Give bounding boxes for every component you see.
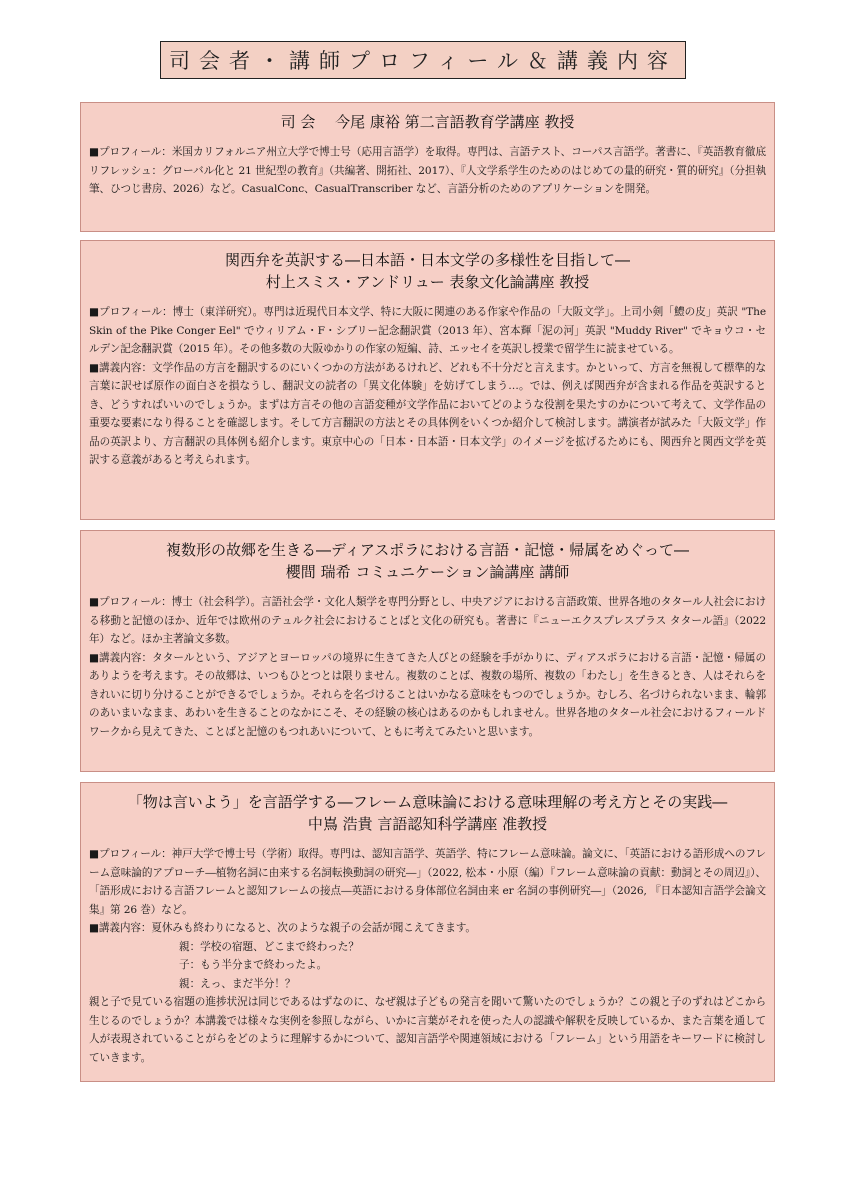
lecture-heading-murakami [89,249,766,293]
lecture-card-sakurama [80,530,775,772]
lecture-title: 関西弁を英訳する―日本語・日本文学の多様性を目指して― [224,251,630,269]
lecture-content: 親と子で見ている宿題の進捗状況は同じであるはずなのに、なぜ親は子どもの発言を聞いて驚いたのでしょうか？この親と子のずれはどこから生じるのでしょうか？本講義では様々な実例を参照しながら、いかに言葉がそれを使った人の認識や解釈を反映しているか、また言葉を通して人が表現されていることがらをどのように理解するかについて、認知言語学や関連領域における「フレーム」という用語をキーワードに検討していきます。 [89,996,766,1064]
moderator-card [80,102,775,232]
lecture-card-nakashima [80,782,775,1082]
lecture-heading-sakurama [89,539,766,583]
moderator-heading-line: 司 会 今尾 康裕 第二言語教育学講座 教授 [280,113,575,131]
page-title: 司会者・講師プロフィール＆講義内容 [160,41,686,79]
moderator-profile: ■プロフィール：米国カリフォルニア州立大学で博士号（応用言語学）を取得。専門は、言語テスト、コーパス言語学。著書に、『英語教育徹底リフレッシュ：グローバル化と 21 世紀型の教育』（共編著、開拓社、2017）、『人文学系学生のためのはじめての量的研究・質的研究』（分担執筆、ひつじ書房、2026）など。CasualConc、CasualTranscriber など、言語分析のためのアプリケーションを開発。 [89,146,766,195]
lecture-title: 「物は言いよう」を言語学する―フレーム意味論における意味理解の考え方とその実践― [127,793,728,811]
dialog-example [89,938,766,994]
lecturer-name: 櫻間 瑞希 コミュニケーション論講座 講師 [285,563,570,581]
lecturer-name: 中嶌 浩貴 言語認知科学講座 准教授 [307,815,548,833]
dialog-line: 子：もう半分まで終わったよ。 [179,959,328,971]
lecture-content: ■講義内容：文学作品の方言を翻訳するのにいくつかの方法があるけれど、どれも不十分だと言えます。かといって、方言を無視して標準的な言葉に訳せば原作の面白さを損なうし、翻訳文の読者の「異文化体験」を妨げてしまう…。では、例えば関西弁が含まれる作品を英訳するとき、どうすればいいのでしょうか。まずは方言その他の言語変種が文学作品においてどのような役割を果たすのかについて考えて、文学作品の重要な要素になり得ることを確認します。そして方言翻訳の方法とその具体例をいくつか紹介して検討します。講演者が試みた「大阪文学」作品の英訳より、方言翻訳の具体例も紹介します。東京中心の「日本・日本語・日本文学」のイメージを拡げるためにも、関西弁と関西文学を英訳する意義があると考えられます。 [89,361,766,466]
dialog-line: 親：えっ、まだ半分！？ [179,977,296,990]
dialog-line: 親：学校の宿題、どこまで終わった？ [179,940,359,953]
moderator-heading [89,111,766,133]
lecturer-profile: ■プロフィール：博士（社会科学）。言語社会学・文化人類学を専門分野とし、中央アジアにおける言語政策、世界各地のタタール人社会における移動と記憶のほか、近年では欧州のテュルク社会におけることばと文化の研究も。著書に『ニューエクスプレスプラス タタール語』（2022 年）など。ほか主著論文多数。 [89,596,766,645]
lecturer-profile: ■プロフィール：博士（東洋研究）。専門は近現代日本文学、特に大阪に関連のある作家や作品の「大阪文学」。上司小剣「鱧の皮」英訳 "The Skin of the Pike Conger Eel" でウィリアム・F・シブリー記念翻訳賞（2013 年）、宮本輝「泥の河」英訳 "Muddy River" でキョウコ・セルデン記念翻訳賞（2015 年）。その他多数の大阪ゆかりの作家の短編、詩、エッセイを英訳し授業で留学生に読ませている。 [89,306,766,355]
lecture-heading-nakashima [89,791,766,835]
lecture-intro: ■講義内容：夏休みも終わりになると、次のような親子の会話が聞こえてきます。 [89,922,476,934]
lecturer-name: 村上スミス・アンドリュー 表象文化論講座 教授 [265,273,590,291]
lecture-title: 複数形の故郷を生きる―ディアスポラにおける言語・記憶・帰属をめぐって― [166,541,689,559]
lecturer-profile: ■プロフィール：神戸大学で博士号（学術）取得。専門は、認知言語学、英語学、特にフレーム意味論。論文に、「英語における語形成へのフレーム意味論的アプローチ―植物名詞に由来する名詞転換動詞の研究―」（2022, 松本・小原（編）『フレーム意味論の貢献：動詞とその周辺』）、「語形成における言語フレームと認知フレームの接点―英語における身体部位名詞由来 er 名詞の事例研究―」（2026, 『日本認知言語学会論文集』第 26 巻）など。 [89,848,766,916]
lecture-content: ■講義内容：タタールという、アジアとヨーロッパの境界に生きてきた人びとの経験を手がかりに、ディアスポラにおける言語・記憶・帰属のありようを考えます。その故郷は、いつもひとつとは限りません。複数のことば、複数の場所、複数の「わたし」を生きるとき、人はそれらをきれいに切り分けることができるでしょうか。それらを名づけることはいかなる意味をもつのでしょうか。むしろ、名づけられないまま、輪郭のあいまいなまま、あわいを生きることのなかにこそ、その経験の核心はあるのかもしれません。世界各地のタタール社会におけるフィールドワークから見えてきた、ことばと記憶のもつれあいについて、ともに考えてみたいと思います。 [89,651,766,738]
lecture-card-murakami [80,240,775,520]
